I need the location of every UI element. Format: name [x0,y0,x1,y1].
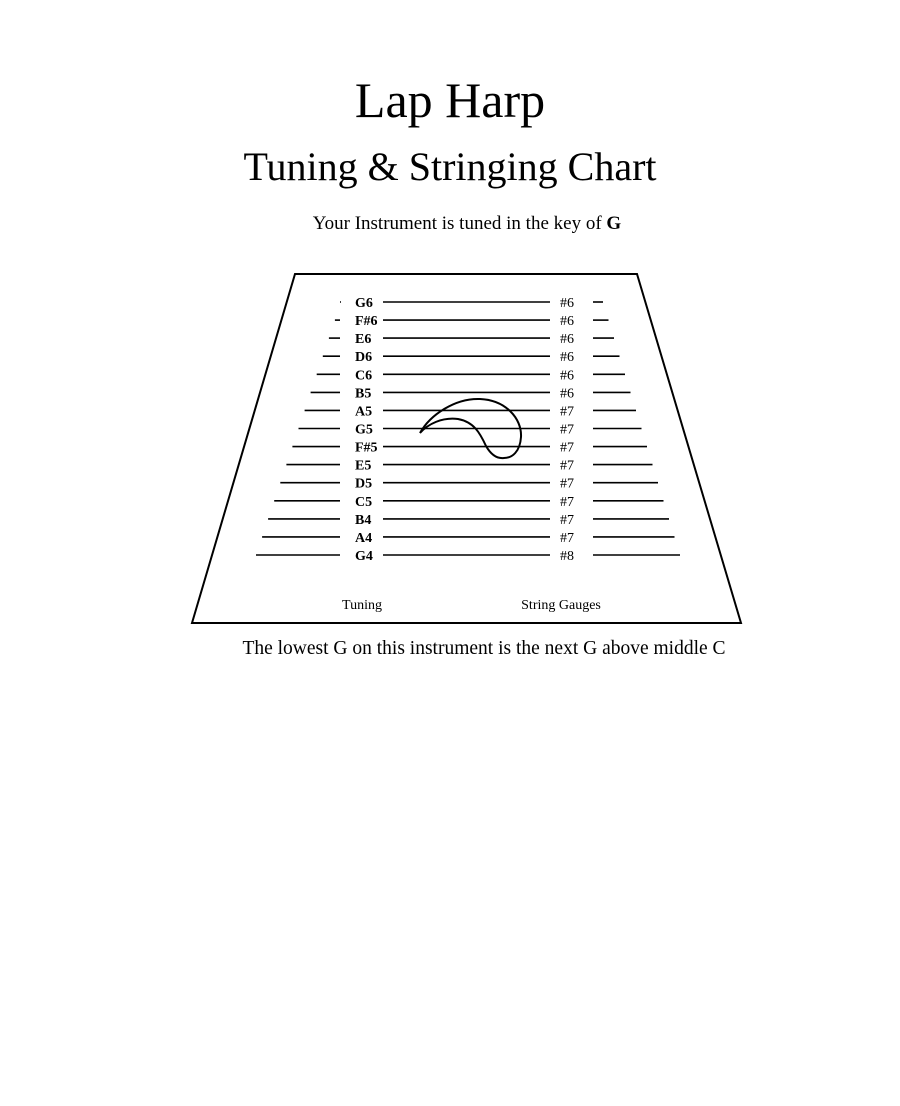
gauges-column-label: String Gauges [521,598,601,613]
string-note-label: G4 [355,549,373,564]
string-gauge-label: #8 [560,549,574,564]
strings-group [256,296,680,564]
page-title: Lap Harp [354,72,546,128]
string-note-label: A4 [355,530,373,546]
tuning-column-label: Tuning [342,598,382,613]
string-gauge-label: #7 [560,458,574,474]
string-note-label: E5 [355,458,372,474]
string-gauge-label: #7 [560,440,574,456]
string-note-label: D5 [355,476,373,492]
harp-outline [192,274,741,623]
string-note-label: G5 [355,422,373,438]
string-gauge-label: #7 [560,476,574,492]
footer-note: The lowest G on this instrument is the next G above middle C [242,638,726,659]
string-gauge-label: #6 [560,368,574,384]
string-note-label: C6 [355,368,373,384]
string-gauge-label: #7 [560,404,574,420]
string-note-label: F#6 [355,314,378,330]
string-gauge-label: #7 [560,512,574,528]
string-gauge-label: #7 [560,530,574,546]
string-note-label: A5 [355,404,373,420]
string-gauge-label: #6 [560,314,574,330]
string-note-label: G6 [355,296,373,311]
string-gauge-label: #6 [560,350,574,366]
string-note-label: B4 [355,512,372,528]
string-note-label: E6 [355,332,372,348]
string-note-label: F#5 [355,440,378,456]
string-gauge-label: #6 [560,296,574,311]
key-statement-text: Your Instrument is tuned in the key of [312,213,607,234]
string-gauge-label: #6 [560,386,574,402]
page-subtitle: Tuning & Stringing Chart [243,144,657,189]
string-note-label: C5 [355,494,373,510]
string-note-label: B5 [355,386,372,402]
string-gauge-label: #7 [560,494,574,510]
string-gauge-label: #6 [560,332,574,348]
string-gauge-label: #7 [560,422,574,438]
key-value: G [606,213,622,234]
string-note-label: D6 [355,350,373,366]
